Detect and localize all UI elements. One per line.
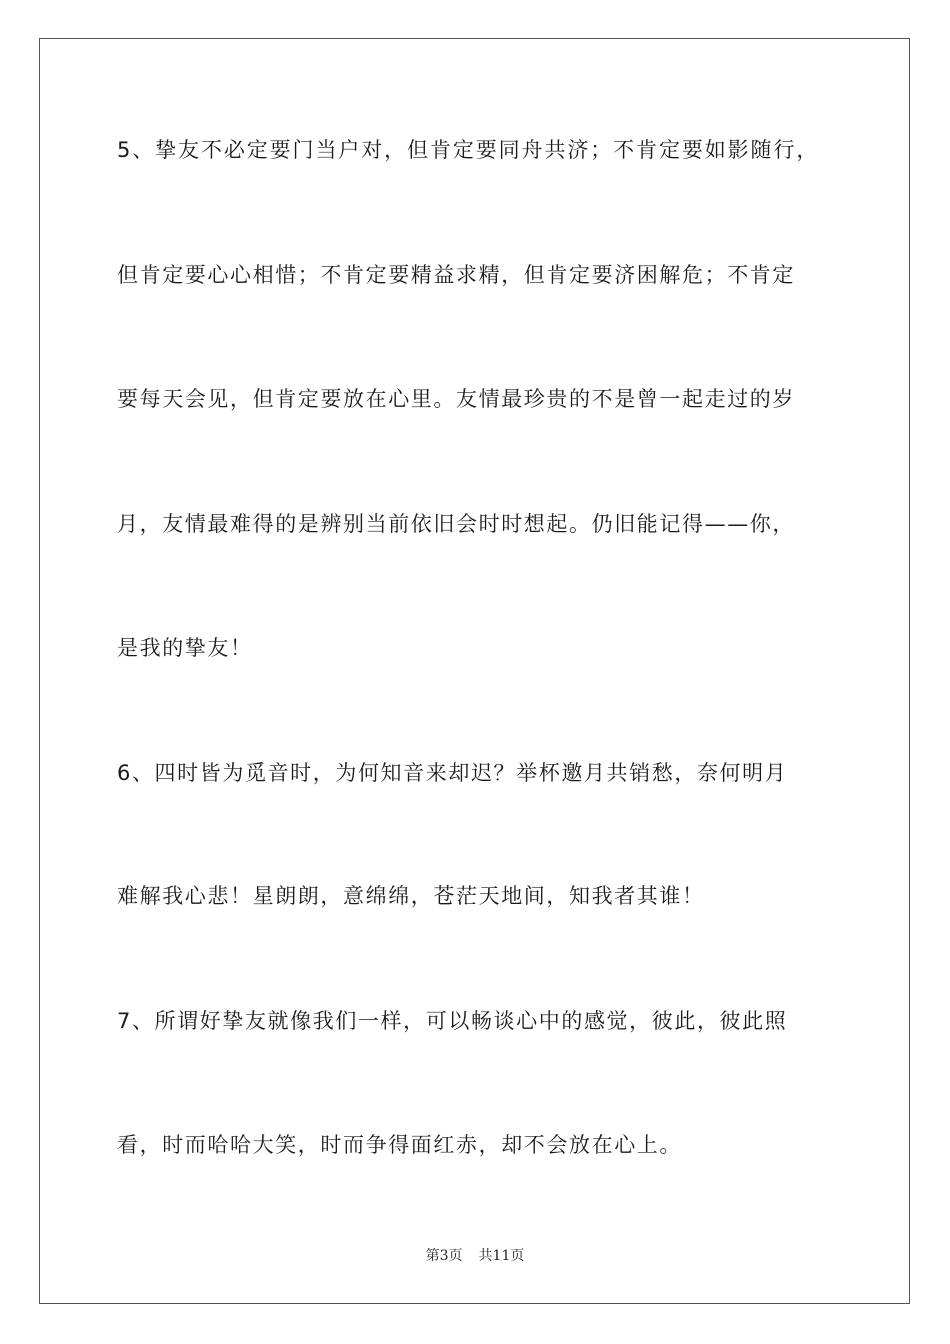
text-line: 5、挚友不必定要门当户对，但肯定要同舟共济；不肯定要如影随行， — [117, 138, 820, 162]
text-line: 月，友情最难得的是辨别当前依旧会时时想起。仍旧能记得——你， — [117, 512, 795, 536]
text-line: 是我的挚友！ — [117, 636, 253, 660]
page-footer — [0, 1247, 950, 1265]
page-total: 共11页 — [478, 1248, 525, 1264]
text-line: 要每天会见，但肯定要放在心里。友情最珍贵的不是曾一起走过的岁 — [117, 387, 795, 411]
text-line: 6、四时皆为觅音时，为何知音来却迟？举杯邀月共销愁，奈何明月 — [117, 761, 788, 785]
page-number: 第3页 — [425, 1248, 463, 1264]
text-line: 看，时而哈哈大笑，时而争得面红赤，却不会放在心上。 — [117, 1133, 682, 1157]
text-line: 7、所谓好挚友就像我们一样，可以畅谈心中的感觉，彼此，彼此照 — [117, 1009, 788, 1033]
text-line: 但肯定要心心相惜；不肯定要精益求精，但肯定要济困解危；不肯定 — [117, 263, 795, 287]
text-line: 难解我心悲！星朗朗，意绵绵，苍茫天地间，知我者其谁！ — [117, 884, 705, 908]
